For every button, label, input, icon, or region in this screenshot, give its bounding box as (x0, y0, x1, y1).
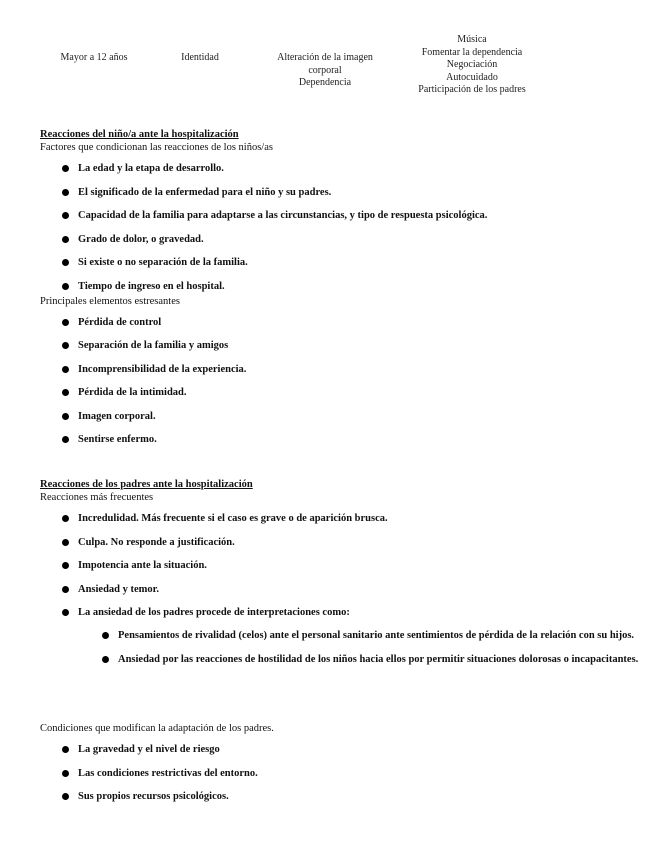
reactions-list (40, 512, 640, 619)
list-item: Grado de dolor, o gravedad. (40, 233, 640, 246)
table-cell: Dependencia (298, 77, 352, 88)
list-item: Impotencia ante la situación. (40, 559, 640, 572)
section-parent-adaptation (40, 722, 640, 803)
table-cell: Mayor a 12 años (60, 52, 128, 63)
section-subheading: Factores que condicionan las reacciones de los niños/as (40, 142, 273, 153)
list-item: Pérdida de la intimidad. (40, 386, 640, 399)
section-child-reactions (40, 128, 640, 446)
table-cell: Alteración de la imagen (277, 52, 373, 63)
table-cell: corporal (308, 64, 342, 76)
table-cell: Fomentar la dependencia (421, 46, 523, 58)
list-item: Tiempo de ingreso en el hospital. (40, 280, 640, 293)
table-cell: Música (457, 34, 487, 45)
list-item: Si existe o no separación de la familia. (40, 256, 640, 269)
list-item: Pensamientos de rivalidad (celos) ante el personal sanitario ante sentimientos de pérdida de la relación con su hijos. (40, 629, 640, 643)
list-item: Separación de la familia y amigos (40, 339, 640, 352)
section-subheading: Principales elementos estresantes (40, 295, 180, 307)
list-item: Culpa. No responde a justificación. (40, 536, 640, 549)
interpretations-list (40, 629, 640, 667)
section-subheading: Reacciones más frecuentes (40, 492, 154, 503)
list-item: Sus propios recursos psicológicos. (40, 790, 640, 803)
list-item: La ansiedad de los padres procede de interpretaciones como: (40, 606, 640, 619)
list-item: Sentirse enfermo. (40, 433, 640, 446)
list-item: La gravedad y el nivel de riesgo (40, 743, 640, 756)
list-item: Ansiedad por las reacciones de hostilidad de los niños hacia ellos por permitir situaciones dolorosas o incapacitantes. (40, 653, 640, 667)
list-item: La edad y la etapa de desarrollo. (40, 162, 640, 175)
stressors-list (40, 316, 640, 447)
conditions-list (40, 743, 640, 803)
list-item: El significado de la enfermedad para el niño y su padres. (40, 186, 640, 199)
section-heading: Condiciones que modifican la adaptación de los padres. (40, 723, 274, 734)
table-col-interventions (404, 34, 540, 97)
list-item: Pérdida de control (40, 316, 640, 329)
table-col-need (160, 52, 240, 65)
section-heading: Reacciones de los padres ante la hospitalización (40, 479, 253, 490)
table-col-age (52, 52, 136, 65)
table-cell: Negociación (446, 59, 498, 70)
section-heading: Reacciones del niño/a ante la hospitalización (40, 129, 239, 140)
list-item: Incredulidad. Más frecuente si el caso es grave o de aparición brusca. (40, 512, 640, 525)
list-item: Capacidad de la familia para adaptarse a las circunstancias, y tipo de respuesta psicológica. (40, 209, 640, 222)
table-cell: Identidad (181, 52, 219, 63)
section-parent-reactions (40, 478, 640, 667)
factors-list (40, 162, 640, 293)
list-item: Ansiedad y temor. (40, 583, 640, 596)
table-cell: Participación de los padres (418, 84, 526, 95)
list-item: Imagen corporal. (40, 410, 640, 423)
table-cell: Autocuidado (446, 71, 498, 83)
table-col-problems (262, 52, 388, 90)
list-item: Las condiciones restrictivas del entorno. (40, 767, 640, 780)
list-item: Incomprensibilidad de la experiencia. (40, 363, 640, 376)
